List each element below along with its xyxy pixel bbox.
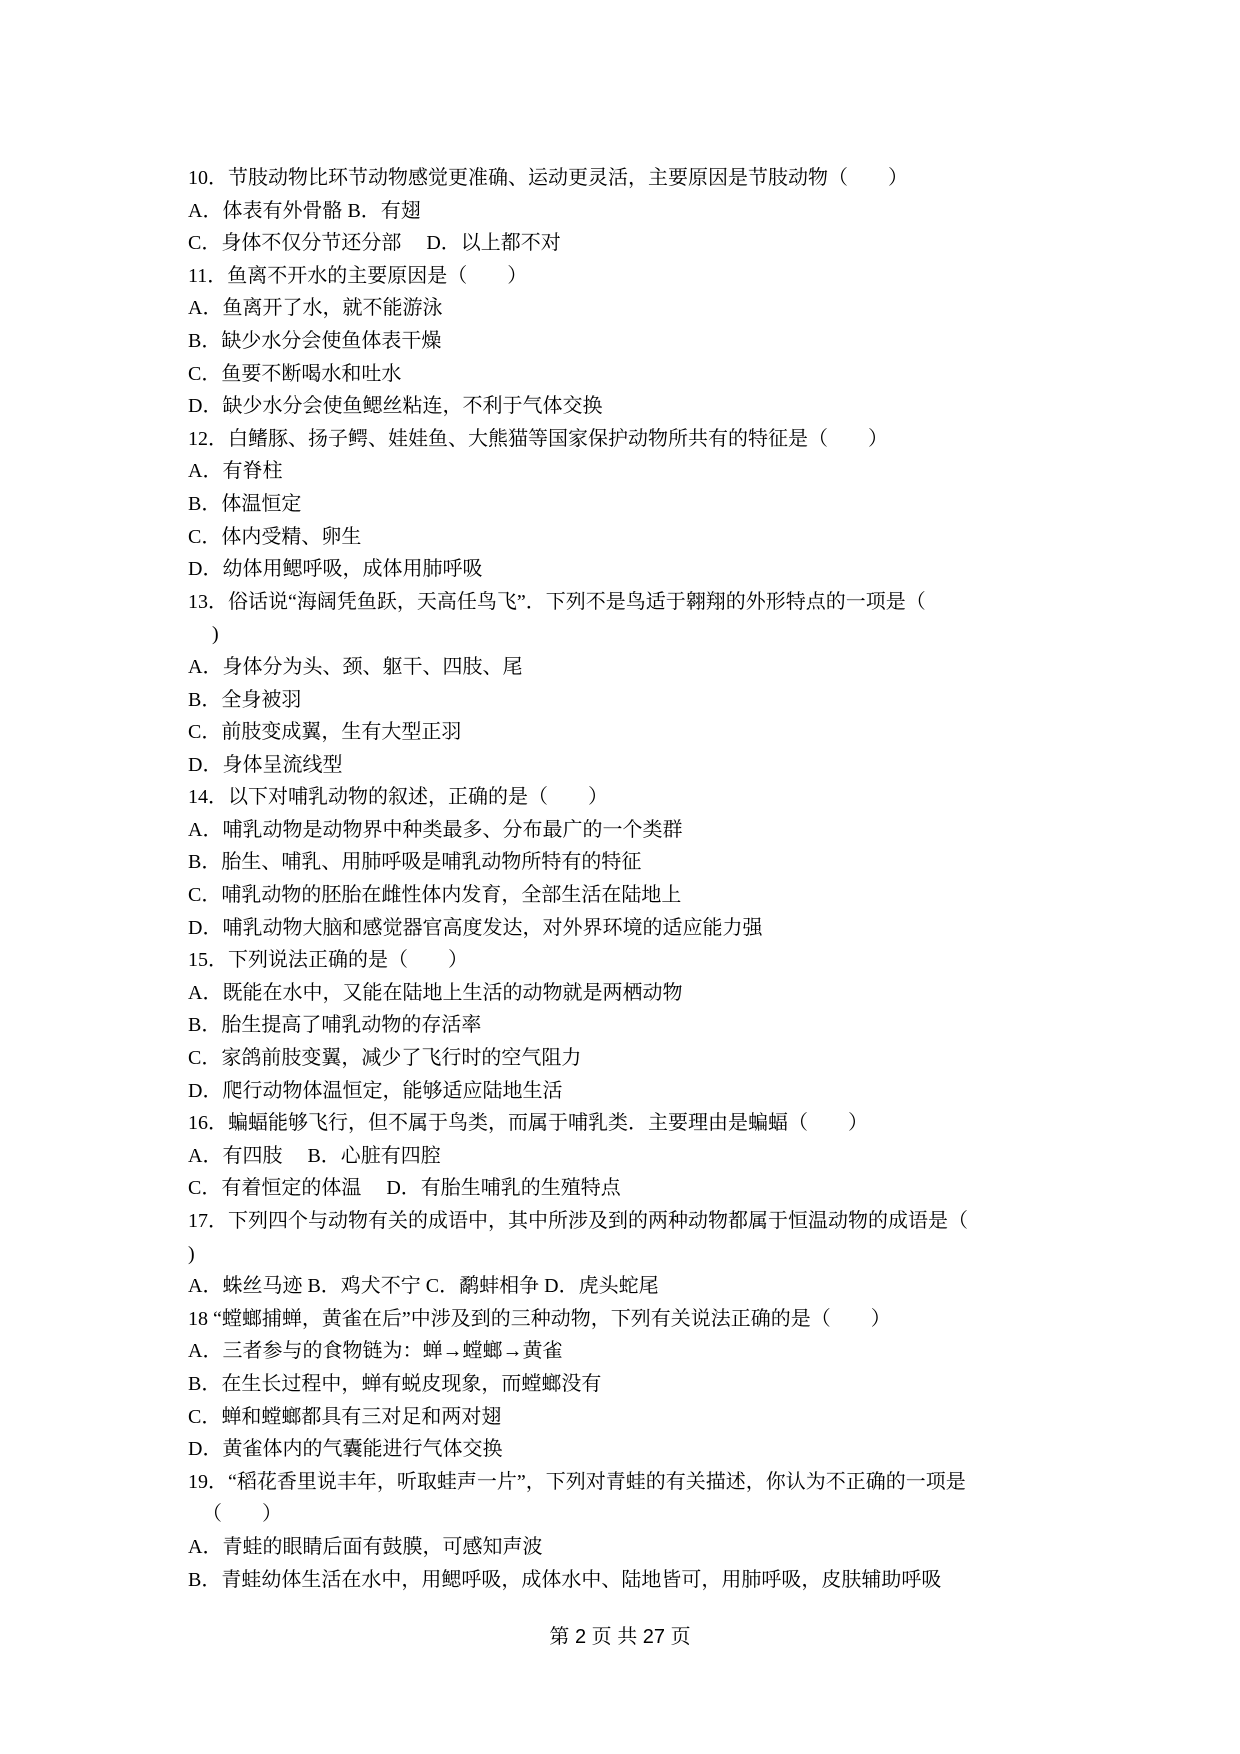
question-13-option-b: B．全身被羽 bbox=[188, 688, 302, 711]
question-13-stem-continued: ) bbox=[212, 623, 219, 646]
question-11-option-c: C．鱼要不断喝水和吐水 bbox=[188, 362, 402, 385]
question-18-option-c: C．蝉和螳螂都具有三对足和两对翅 bbox=[188, 1405, 502, 1428]
question-13-option-d: D．身体呈流线型 bbox=[188, 753, 343, 776]
question-18-option-d: D．黄雀体内的气囊能进行气体交换 bbox=[188, 1438, 503, 1461]
question-18-option-a: A．三者参与的食物链为：蝉→螳螂→黄雀 bbox=[188, 1340, 563, 1363]
question-11-option-b: B．缺少水分会使鱼体表干燥 bbox=[188, 329, 442, 352]
question-17-stem-continued: ) bbox=[188, 1242, 195, 1265]
question-16-options-cd: C．有着恒定的体温 D．有胎生哺乳的生殖特点 bbox=[188, 1177, 621, 1200]
question-15-option-a: A．既能在水中，又能在陆地上生活的动物就是两栖动物 bbox=[188, 981, 683, 1004]
question-10-options-cd: C．身体不仅分节还分部 D．以上都不对 bbox=[188, 232, 561, 255]
question-15-stem: 15．下列说法正确的是（ ） bbox=[188, 949, 468, 972]
question-12-stem: 12．白鳍豚、扬子鳄、娃娃鱼、大熊猫等国家保护动物所共有的特征是（ ） bbox=[188, 427, 888, 450]
question-17-stem: 17．下列四个与动物有关的成语中，其中所涉及到的两种动物都属于恒温动物的成语是（ bbox=[188, 1210, 968, 1232]
question-16-options-ab: A．有四肢 B．心脏有四腔 bbox=[188, 1144, 441, 1167]
question-17-options: A．蛛丝马迹 B．鸡犬不宁 C．鹬蚌相争 D．虎头蛇尾 bbox=[188, 1275, 659, 1298]
question-18-option-b: B．在生长过程中，蝉有蜕皮现象，而螳螂没有 bbox=[188, 1372, 602, 1395]
question-19-stem: 19．“稻花香里说丰年，听取蛙声一片”，下列对青蛙的有关描述，你认为不正确的一项是 bbox=[188, 1470, 966, 1493]
question-12-option-c: C．体内受精、卵生 bbox=[188, 525, 362, 548]
page-number-footer: 第 2 页 共 27 页 bbox=[549, 1626, 691, 1648]
question-19-option-b: B．青蛙幼体生活在水中，用鳃呼吸，成体水中、陆地皆可，用肺呼吸，皮肤辅助呼吸 bbox=[188, 1568, 942, 1591]
question-12-option-a: A．有脊柱 bbox=[188, 460, 283, 483]
question-11-option-d: D．缺少水分会使鱼鳃丝粘连，不利于气体交换 bbox=[188, 395, 603, 418]
question-14-option-b: B．胎生、哺乳、用肺呼吸是哺乳动物所特有的特征 bbox=[188, 851, 642, 874]
question-15-option-d: D．爬行动物体温恒定，能够适应陆地生活 bbox=[188, 1079, 563, 1102]
question-11-option-a: A．鱼离开了水，就不能游泳 bbox=[188, 297, 443, 320]
question-13-option-a: A．身体分为头、颈、躯干、四肢、尾 bbox=[188, 655, 523, 678]
question-10-stem: 10．节肢动物比环节动物感觉更准确、运动更灵活，主要原因是节肢动物（ ） bbox=[188, 167, 908, 189]
question-18-stem: 18 “螳螂捕蝉，黄雀在后”中涉及到的三种动物，下列有关说法正确的是（ ） bbox=[188, 1307, 891, 1330]
question-19-stem-continued: （ ） bbox=[202, 1503, 282, 1526]
question-15-option-b: B．胎生提高了哺乳动物的存活率 bbox=[188, 1014, 482, 1037]
question-12-option-d: D．幼体用鳃呼吸，成体用肺呼吸 bbox=[188, 558, 483, 581]
document-body bbox=[188, 162, 1068, 1596]
question-14-stem: 14．以下对哺乳动物的叙述，正确的是（ ） bbox=[188, 786, 608, 809]
question-12-option-b: B．体温恒定 bbox=[188, 492, 302, 515]
question-13-option-c: C．前肢变成翼，生有大型正羽 bbox=[188, 721, 462, 744]
question-16-stem: 16．蝙蝠能够飞行，但不属于鸟类，而属于哺乳类．主要理由是蝙蝠（ ） bbox=[188, 1112, 868, 1135]
question-14-option-d: D．哺乳动物大脑和感觉器官高度发达，对外界环境的适应能力强 bbox=[188, 916, 763, 939]
question-15-option-c: C．家鸽前肢变翼，减少了飞行时的空气阻力 bbox=[188, 1047, 582, 1070]
question-14-option-a: A．哺乳动物是动物界中种类最多、分布最广的一个类群 bbox=[188, 818, 683, 841]
question-10-options-ab: A．体表有外骨骼 B．有翅 bbox=[188, 199, 421, 222]
question-13-stem: 13．俗话说“海阔凭鱼跃，天高任鸟飞”．下列不是鸟适于翱翔的外形特点的一项是（ bbox=[188, 590, 926, 613]
question-14-option-c: C．哺乳动物的胚胎在雌性体内发育，全部生活在陆地上 bbox=[188, 884, 682, 907]
question-19-option-a: A．青蛙的眼睛后面有鼓膜，可感知声波 bbox=[188, 1535, 543, 1558]
question-11-stem: 11．鱼离不开水的主要原因是（ ） bbox=[188, 264, 528, 287]
